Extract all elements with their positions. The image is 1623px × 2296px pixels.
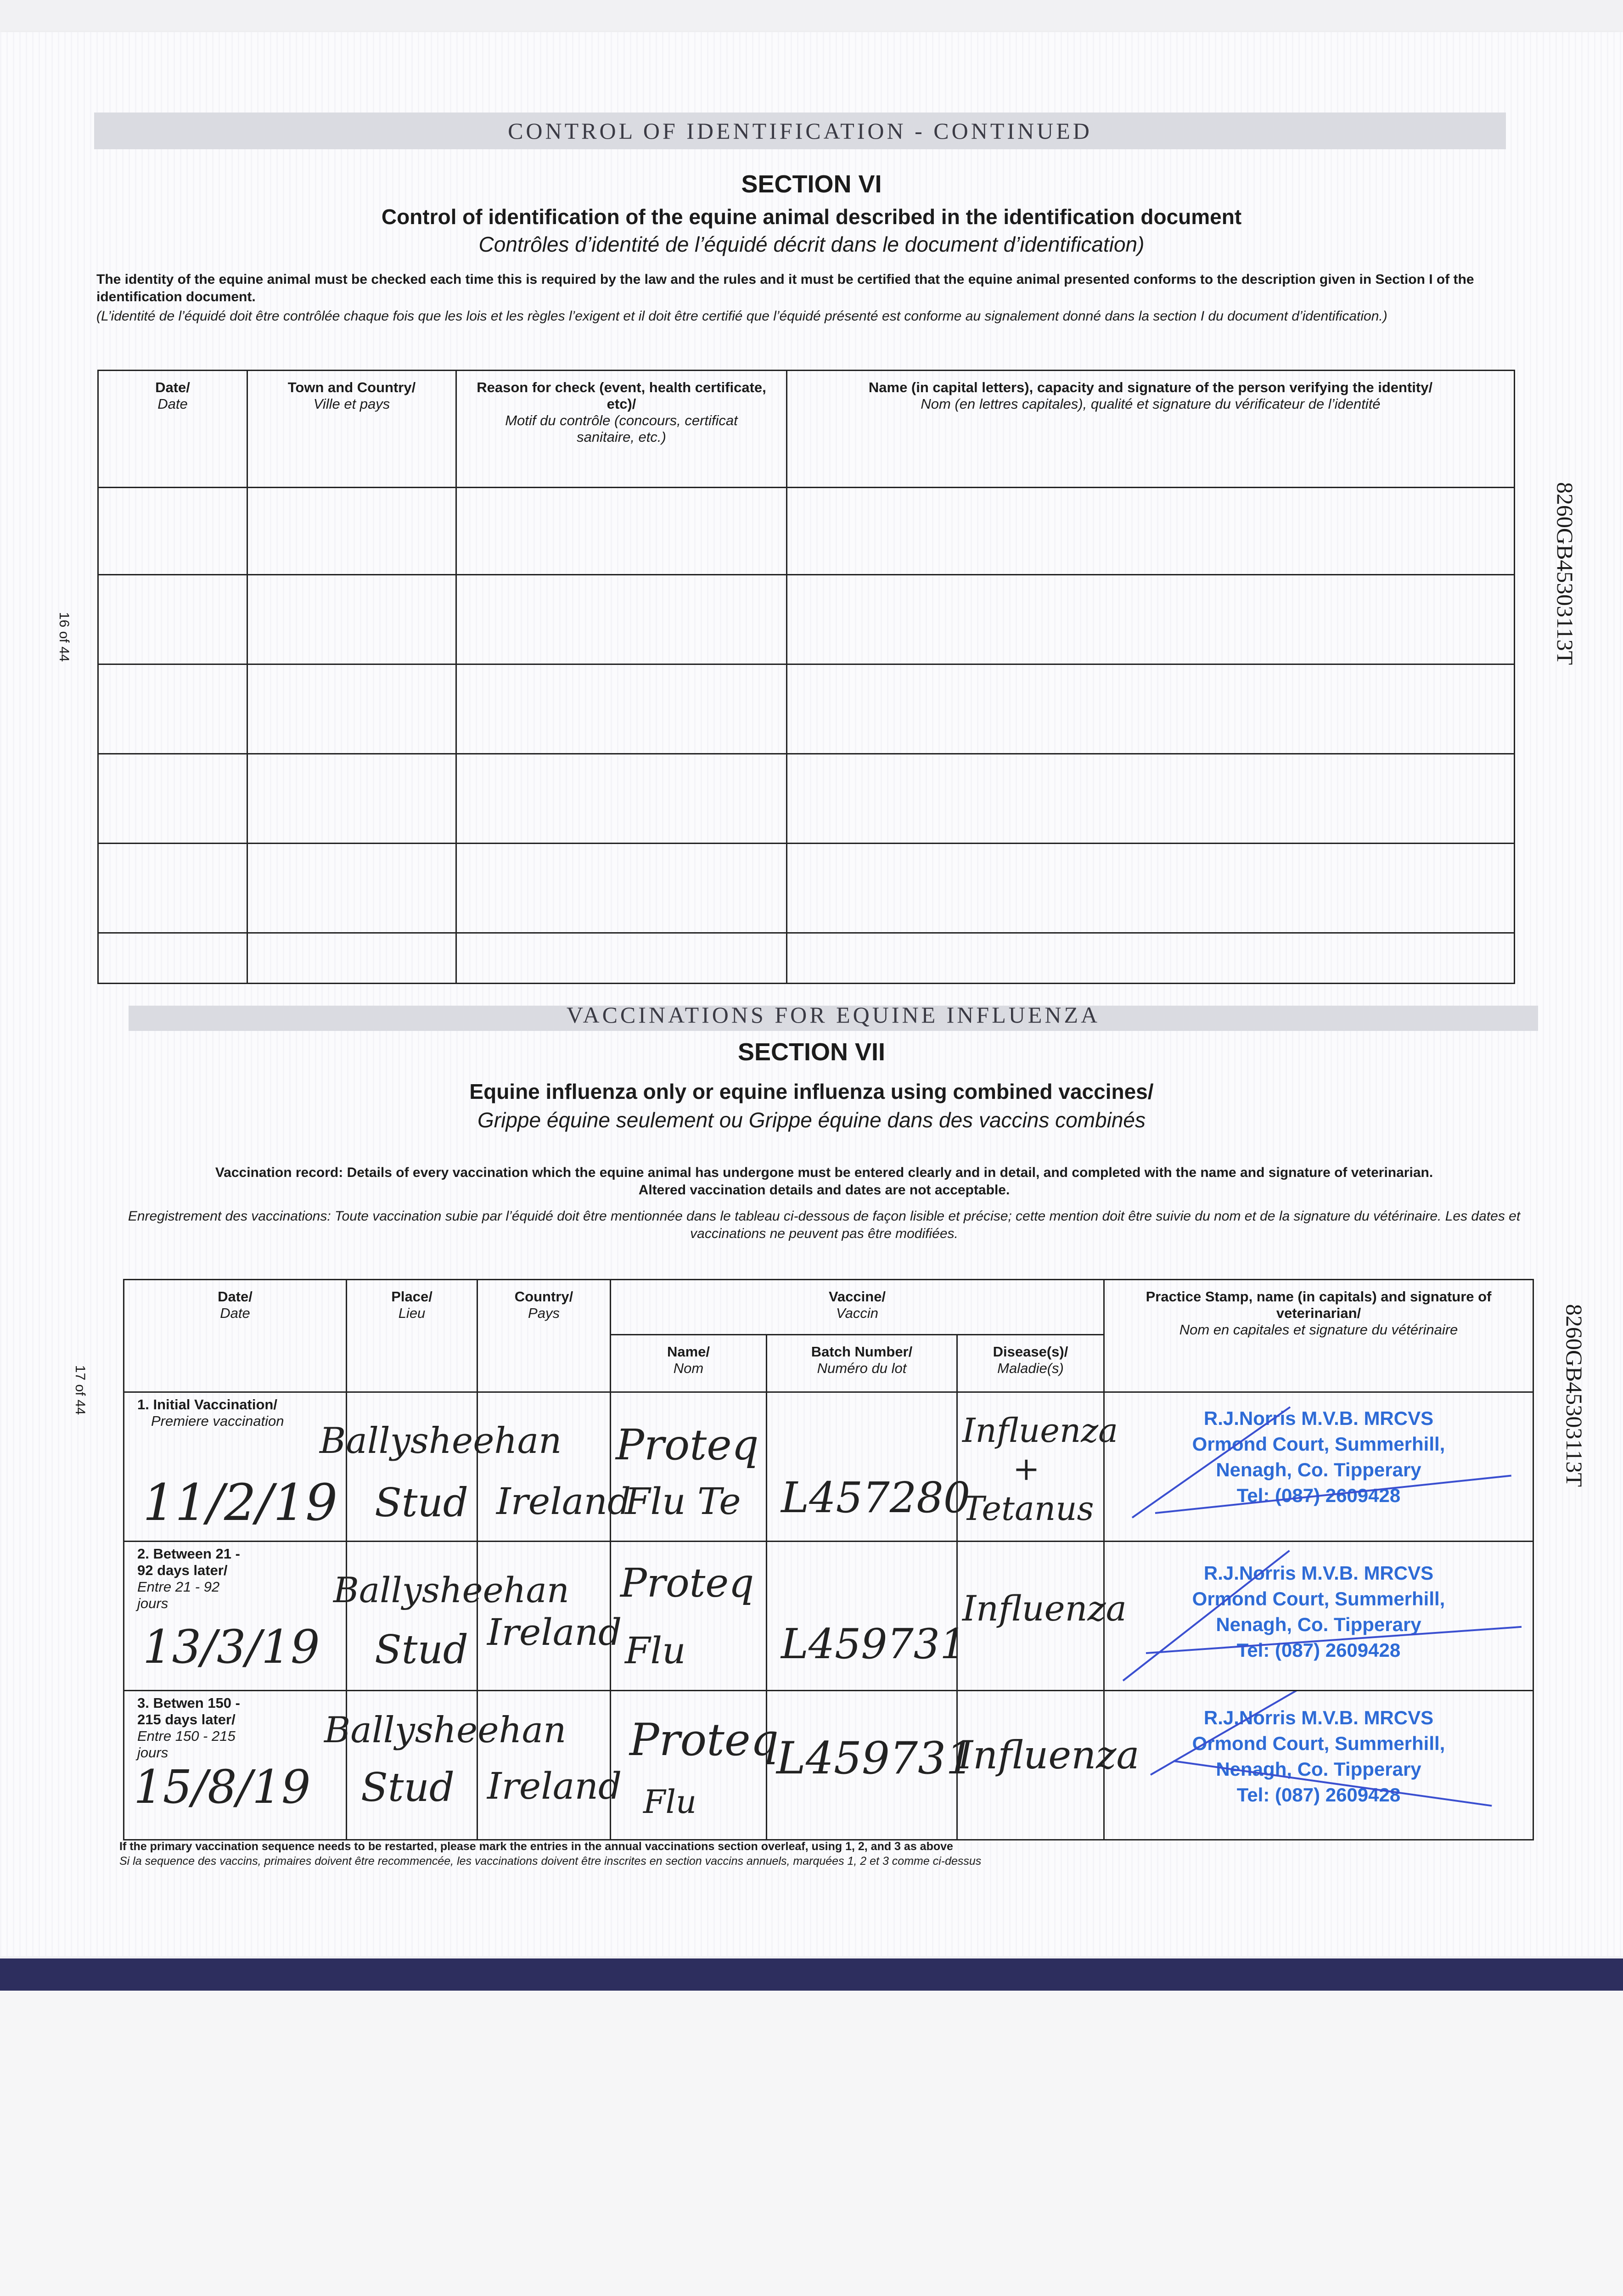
vac-stamp-header [1104,1280,1533,1392]
vet-phone: Tel: (087) 2609428 [1236,1639,1401,1661]
section-vii-banner-text: VACCINATIONS FOR EQUINE INFLUENZA [566,1006,1101,1028]
vac-name-header [611,1335,767,1392]
vac-vaccine-header [611,1280,1104,1335]
section-vi-intro-en [96,271,1488,306]
backing-sheet [0,1991,1623,2296]
verifier-cell[interactable] [787,933,1515,984]
section-vii-banner [129,1006,1538,1031]
verifier-cell[interactable] [787,664,1515,754]
vac-country-cell[interactable] [477,1542,622,1691]
section-vi-heading-fr: Contrôles d’identité de l’équidé décrit dans le document d’identification) [478,232,1145,256]
reason-cell[interactable] [456,488,787,575]
row-label-en: 1. Initial Vaccination/ [137,1396,277,1412]
vaccine-name-handwriting-2: Flu Te [625,1480,741,1523]
vet-address-1: Ormond Court, Summerhill, [1192,1588,1445,1609]
date-cell[interactable] [98,488,247,575]
place-handwriting-1: Ballysheehan [333,1570,569,1610]
row-label [137,1546,252,1612]
vac-name-fr: Nom [673,1360,704,1376]
vac-date-cell[interactable] [124,1542,347,1691]
row-label [137,1396,284,1429]
reason-cell[interactable] [456,844,787,933]
verifier-cell[interactable] [787,754,1515,844]
vac-place-header [347,1280,477,1392]
page-17 [0,1006,1623,1956]
country-handwriting: Ireland [487,1611,622,1654]
place-handwriting-2: Stud [375,1627,468,1673]
page-number-17: 17 of 44 [73,1365,88,1415]
town-cell[interactable] [247,488,456,575]
country-handwriting: Ireland [487,1765,622,1807]
row-label [137,1695,252,1761]
vac-batch-cell[interactable] [767,1392,971,1542]
col-town-fr: Ville et pays [313,396,390,412]
place-handwriting-2: Stud [375,1480,468,1526]
vac-disease-fr: Maladie(s) [997,1360,1064,1376]
vac-name-cell[interactable] [611,1392,767,1542]
record-en-line2: Altered vaccination details and dates are not acceptable. [638,1182,1010,1198]
vac-date-header [124,1280,347,1392]
row-label-en: 2. Between 21 - 92 days later/ [137,1546,240,1578]
vaccine-name-handwriting-2: Flu [643,1783,697,1821]
vac-batch-en: Batch Number/ [811,1344,913,1360]
vet-stamp [1105,1705,1533,1808]
vet-address-2: Nenagh, Co. Tipperary [1216,1459,1421,1480]
vet-stamp-cell [1104,1542,1533,1691]
footnote-fr: Si la sequence des vaccins, primaires doivent être recommencée, les vaccinations doivent être inscrites en section vaccins annuels, marquées 1, 2 et 3 comme ci-dessus [119,1855,982,1868]
vac-batch-cell[interactable] [767,1542,966,1691]
section-vi-intro-fr [96,308,1488,325]
reason-cell[interactable] [456,575,787,664]
disease-handwriting-1: Influenza [962,1588,1127,1629]
vac-name-cell[interactable] [611,1542,767,1691]
vet-stamp-cell [1104,1691,1533,1840]
date-cell[interactable] [98,575,247,664]
record-en-line1: Vaccination record: Details of every vaccination which the equine animal has undergone must be entered clearly and in detail, and completed with the name and signature of veterinarian. [215,1165,1433,1180]
document-number-top: 8260GB45303113T [1552,482,1578,665]
section-vi-banner-text: CONTROL OF IDENTIFICATION - CONTINUED [508,118,1092,144]
vet-stamp-cell [1104,1392,1533,1542]
date-cell[interactable] [98,933,247,984]
row-label-en: 3. Betwen 150 - 215 days later/ [137,1695,240,1728]
vet-address-1: Ormond Court, Summerhill, [1192,1433,1445,1455]
col-date-fr: Date [157,396,188,412]
intro-fr-text: (L’identité de l’équidé doit être contrôlée chaque fois que les lois et les règles l’exigent et il doit être certifié que l’équidé présenté est conforme au signalement donné dans la section I du document d’identification.) [96,309,1387,324]
verifier-cell[interactable] [787,575,1515,664]
vac-disease-header [957,1335,1104,1392]
col-reason-en: Reason for check (event, health certificate, etc)/ [477,379,766,412]
vac-vaccine-fr: Vaccin [836,1305,878,1321]
record-fr-text: Enregistrement des vaccinations: Toute vaccination subie par l’équidé doit être mentionnée dans le tableau ci-dessous de façon lisible et précise; cette mention doit être suivie du nom et de la signature du vétérinaire. Les dates et vaccinations ne peuvent pas être modifiées. [128,1209,1521,1241]
vac-stamp-fr: Nom en capitales et signature du vétérinaire [1179,1322,1458,1338]
vac-batch-cell[interactable] [767,1691,974,1840]
col-verifier-en: Name (in capital letters), capacity and signature of the person verifying the identity/ [868,379,1433,395]
disease-handwriting-1: Influenza [958,1733,1140,1778]
date-cell[interactable] [98,664,247,754]
col-reason-fr: Motif du contrôle (concours, certificat sanitaire, etc.) [505,412,738,445]
reason-cell[interactable] [456,664,787,754]
vaccine-name-handwriting-1: Proteq [616,1420,759,1469]
table-row [98,664,1515,754]
footnote [119,1839,1533,1868]
vac-place-cell[interactable] [320,1392,562,1542]
vet-address-2: Nenagh, Co. Tipperary [1216,1758,1421,1780]
vac-disease-cell[interactable] [957,1542,1127,1691]
vet-address-2: Nenagh, Co. Tipperary [1216,1614,1421,1635]
place-handwriting-2: Stud [361,1765,455,1811]
verifier-cell[interactable] [787,844,1515,933]
vet-stamp [1105,1560,1533,1663]
footnote-en: If the primary vaccination sequence needs to be restarted, please mark the entries in the annual vaccinations section overleaf, using 1, 2, and 3 as above [119,1840,953,1853]
vac-vaccine-en: Vaccine/ [828,1289,886,1305]
col-date-header [98,371,247,488]
town-cell[interactable] [247,933,456,984]
disease-handwriting-2: + [1013,1450,1040,1488]
vac-date-fr: Date [220,1305,250,1321]
place-handwriting-1: Ballysheehan [324,1710,567,1751]
table-row [98,575,1515,664]
section-vi-title: SECTION VI [741,170,882,198]
batch-handwriting: L459731 [776,1733,974,1784]
vet-address-1: Ormond Court, Summerhill, [1192,1733,1445,1754]
col-town-header [247,371,456,488]
vac-disease-cell[interactable] [957,1691,1140,1840]
vet-name: R.J.Norris M.V.B. MRCVS [1203,1707,1434,1728]
place-handwriting-1: Ballysheehan [320,1420,562,1462]
town-cell[interactable] [247,754,456,844]
disease-handwriting-1: Influenza [962,1411,1118,1450]
town-cell[interactable] [247,664,456,754]
vac-stamp-en: Practice Stamp, name (in capitals) and signature of veterinarian/ [1146,1289,1492,1321]
vac-batch-header [767,1335,957,1392]
col-date-en: Date/ [155,379,190,395]
date-cell[interactable] [98,844,247,933]
vaccination-table [123,1279,1534,1840]
table-row [124,1392,1533,1542]
page-16 [0,32,1623,1006]
section-vii-heading-en: Equine influenza only or equine influenza using combined vaccines/ [469,1080,1154,1103]
page-number-16: 16 of 44 [56,612,72,662]
section-vi-banner [94,113,1506,149]
row-label-fr: Premiere vaccination [151,1413,284,1429]
batch-handwriting: L457280 [781,1473,971,1522]
table-row [124,1691,1533,1840]
vet-phone: Tel: (087) 2609428 [1236,1784,1401,1806]
date-handwriting: 15/8/19 [134,1760,311,1814]
section-vii-heading-fr: Grippe équine seulement ou Grippe équine dans des vaccins combinés [477,1108,1146,1132]
vaccination-record-fr [124,1208,1524,1243]
vaccination-record-en [124,1164,1524,1199]
intro-en-text: The identity of the equine animal must be checked each time this is required by the law and the rules and it must be certified that the equine animal presented conforms to the description given in Section I of the identification document. [96,272,1474,304]
passport-cover-edge [0,1958,1623,1991]
vaccine-name-handwriting-1: Proteq [629,1714,779,1766]
vac-country-header [477,1280,611,1392]
vaccine-name-handwriting-1: Proteq [620,1560,754,1606]
vac-disease-en: Disease(s)/ [993,1344,1068,1360]
section-vii-title: SECTION VII [737,1038,886,1066]
date-handwriting: 13/3/19 [143,1620,320,1674]
row-label-fr: Entre 150 - 215 jours [137,1728,236,1761]
vac-place-fr: Lieu [398,1305,426,1321]
col-town-en: Town and Country/ [287,379,416,395]
date-handwriting: 11/2/19 [143,1473,338,1532]
disease-handwriting-3: Tetanus [962,1489,1094,1528]
identification-checks-table [97,370,1515,984]
town-cell[interactable] [247,575,456,664]
vac-country-cell[interactable] [477,1392,631,1542]
vet-name: R.J.Norris M.V.B. MRCVS [1203,1562,1434,1584]
reason-cell[interactable] [456,754,787,844]
batch-handwriting: L459731 [781,1620,966,1668]
table-row [124,1542,1533,1691]
vac-date-cell[interactable] [124,1392,347,1542]
vet-phone: Tel: (087) 2609428 [1236,1485,1401,1506]
vac-country-fr: Pays [528,1305,560,1321]
vac-name-cell[interactable] [611,1691,779,1840]
vac-batch-fr: Numéro du lot [817,1360,907,1376]
vac-name-en: Name/ [667,1344,710,1360]
vac-disease-cell[interactable] [957,1392,1118,1542]
vet-name: R.J.Norris M.V.B. MRCVS [1203,1407,1434,1429]
table-row [98,754,1515,844]
section-vi-heading-en: Control of identification of the equine animal described in the identification document [381,205,1242,229]
col-verifier-header [787,371,1515,488]
vac-date-cell[interactable] [124,1691,347,1840]
vaccine-name-handwriting-2: Flu [625,1629,686,1672]
town-cell[interactable] [247,844,456,933]
col-verifier-fr: Nom (en lettres capitales), qualité et signature du vérificateur de l’identité [921,396,1381,412]
vac-place-en: Place/ [391,1289,432,1305]
col-reason-header [456,371,787,488]
reason-cell[interactable] [456,933,787,984]
verifier-cell[interactable] [787,488,1515,575]
document-number-bottom: 8260GB45303113T [1561,1304,1588,1487]
table-row [98,488,1515,575]
country-handwriting: Ireland [496,1480,631,1523]
table-row [98,933,1515,984]
table-row [98,844,1515,933]
vac-country-en: Country/ [514,1289,573,1305]
date-cell[interactable] [98,754,247,844]
vac-date-en: Date/ [218,1289,253,1305]
row-label-fr: Entre 21 - 92 jours [137,1579,220,1611]
